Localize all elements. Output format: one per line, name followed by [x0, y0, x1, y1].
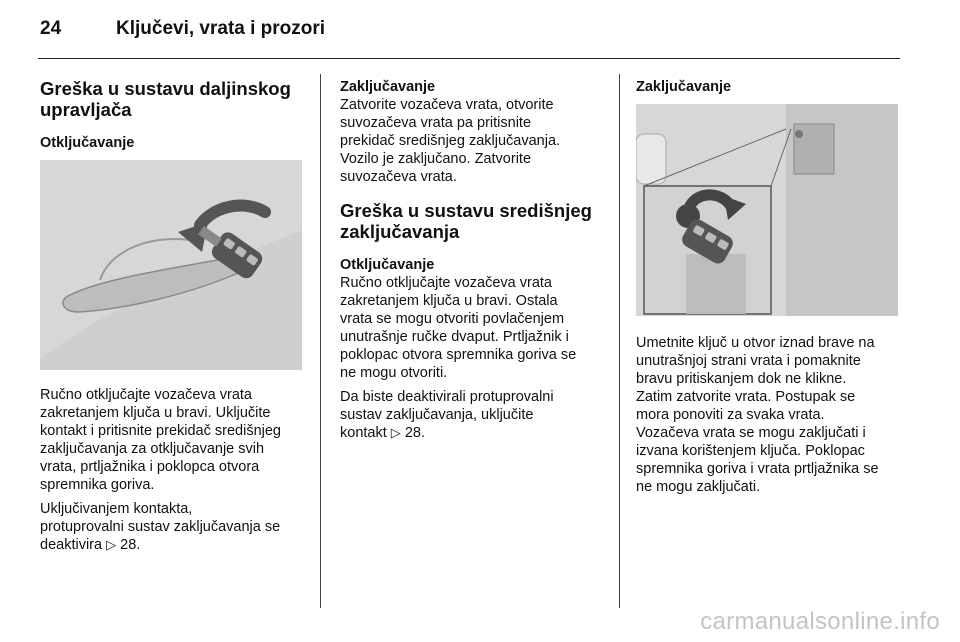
- subheading-locking-3: Zaključavanje: [636, 79, 732, 95]
- page-reference-arrow-icon: ▷: [390, 425, 401, 440]
- column-divider-1: [320, 74, 321, 608]
- paragraph-unlock: [40, 386, 308, 494]
- column-1-body: [40, 386, 308, 554]
- page-number: 24: [40, 18, 62, 39]
- section-heading-central-locking: [340, 200, 610, 242]
- column-2: [340, 78, 610, 442]
- text-line: Vozilo je zaključano. Zatvorite: [340, 151, 532, 167]
- paragraph-unlock-manual: [340, 274, 610, 382]
- paragraph-lock-procedure: [636, 334, 904, 496]
- text-line: vrata se mogu otvoriti povlačenjem: [340, 311, 565, 327]
- text-line: Vozačeva vrata se mogu zaključati i: [636, 425, 866, 441]
- text-line: bravu pritiskanjem dok ne klikne.: [636, 371, 847, 387]
- watermark: carmanualsonline.info: [700, 608, 940, 635]
- text-line: izvana korištenjem ključa. Poklopac: [636, 443, 865, 459]
- text-line: kontakt i pritisnite prekidač središnjeg: [40, 423, 281, 439]
- door-handle-key-illustration: [40, 160, 302, 370]
- text-line: Da biste deaktivirali protuprovalni: [340, 389, 554, 405]
- section-heading-line-1: Greška u sustavu daljinskog: [40, 78, 291, 99]
- section-heading-line-2: zaključavanja: [340, 221, 460, 242]
- paragraph-antitheft: [40, 500, 308, 554]
- text-line: protuprovalni sustav zaključavanja se: [40, 519, 281, 535]
- text-line: Uključivanjem kontakta,: [40, 501, 193, 517]
- page-reference-link[interactable]: 28.: [120, 537, 141, 553]
- subheading-locking: Zaključavanje: [340, 79, 436, 95]
- text-line: ne mogu zaključati.: [636, 479, 761, 495]
- paragraph-deactivate: [340, 388, 610, 442]
- text-line: Ručno otključajte vozačeva vrata: [340, 275, 552, 291]
- page-title: Ključevi, vrata i prozori: [116, 18, 326, 39]
- text-line: sustav zaključavanja, uključite: [340, 407, 534, 423]
- text-line: Zatim zatvorite vrata. Postupak se: [636, 389, 856, 405]
- text-line: unutrašnjoj strani vrata i pomaknite: [636, 353, 861, 369]
- text-line: Ručno otključajte vozačeva vrata: [40, 387, 252, 403]
- text-line: poklopac otvora spremnika goriva se: [340, 347, 577, 363]
- page-reference-link[interactable]: 28.: [404, 425, 425, 441]
- page-reference-arrow-icon: ▷: [106, 537, 117, 552]
- door-lock-key-illustration: [636, 104, 898, 316]
- text-line: suvozačeva vrata.: [340, 169, 457, 185]
- text-line: suvozačeva vrata pa pritisnite: [340, 115, 532, 131]
- text-line: kontakt: [340, 425, 387, 441]
- subheading-unlocking-2: Otključavanje: [340, 257, 435, 273]
- text-line: vrata, prtljažnika i poklopca otvora: [40, 459, 260, 475]
- header-divider: [38, 58, 900, 59]
- door-lock-key-drawing: [636, 104, 898, 316]
- text-line: Umetnite ključ u otvor iznad brave na: [636, 335, 875, 351]
- column-3-body: [636, 334, 904, 496]
- column-3: [636, 78, 904, 96]
- column-1: [40, 78, 308, 152]
- subheading-unlocking: Otključavanje: [40, 135, 135, 151]
- text-line: unutrašnje ručke dvaput. Prtljažnik i: [340, 329, 569, 345]
- section-heading-line-2: upravljača: [40, 99, 132, 120]
- text-line: deaktivira: [40, 537, 103, 553]
- section-heading: [40, 78, 308, 120]
- text-line: mora ponoviti za svaka vrata.: [636, 407, 825, 423]
- text-line: spremnika goriva.: [40, 477, 155, 493]
- text-line: zakretanjem ključa u bravi. Ostala: [340, 293, 558, 309]
- paragraph-locking: [340, 96, 610, 186]
- column-divider-2: [619, 74, 620, 608]
- text-line: prekidač središnjeg zaključavanja.: [340, 133, 561, 149]
- text-line: spremnika goriva i vrata prtljažnika se: [636, 461, 879, 477]
- text-line: zakretanjem ključa u bravi. Uključite: [40, 405, 271, 421]
- door-handle-key-drawing: [40, 160, 302, 370]
- text-line: Zatvorite vozačeva vrata, otvorite: [340, 97, 554, 113]
- text-line: zaključavanja za otključavanje svih: [40, 441, 265, 457]
- text-line: ne mogu otvoriti.: [340, 365, 448, 381]
- section-heading-line-1: Greška u sustavu središnjeg: [340, 200, 592, 221]
